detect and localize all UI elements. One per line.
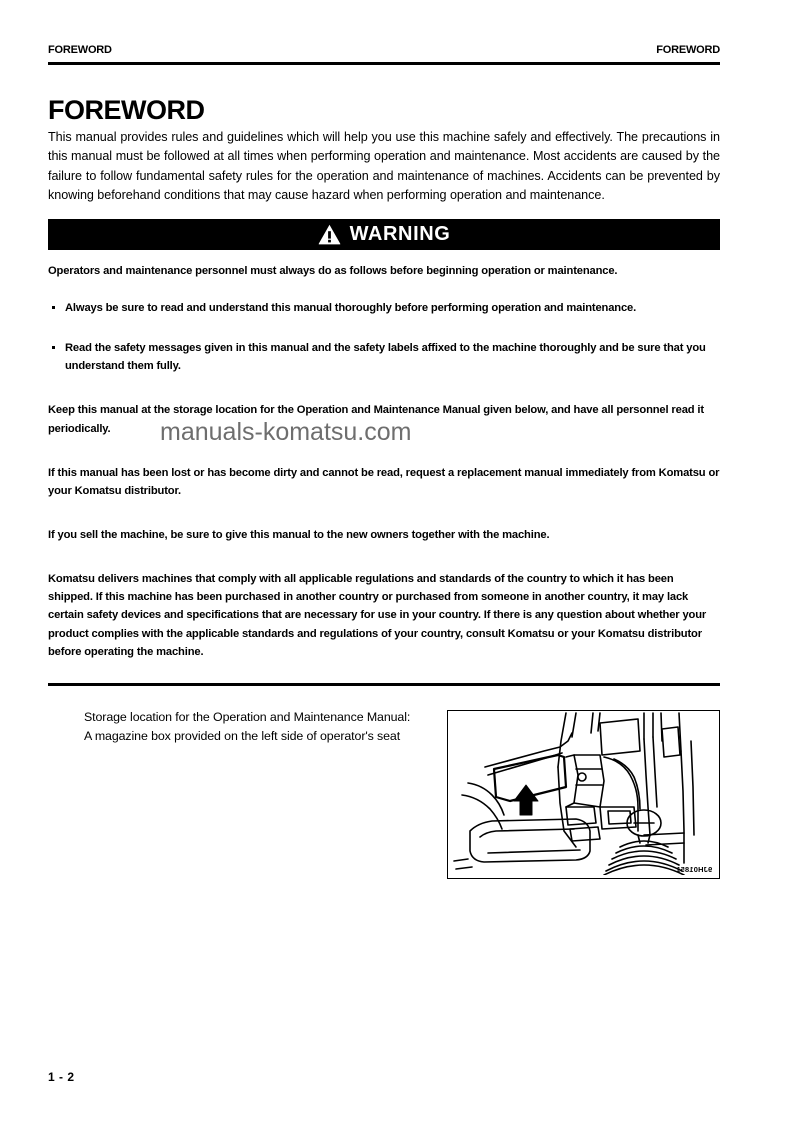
running-head-left: FOREWORD [48,44,112,56]
notice-compliance: Komatsu delivers machines that comply with all applicable regulations and standards of the country to which it has been shipped. If this machine has been purchased in another country or purchased from someone in another country, it may lack certain safety devices and specifications that are necessary for use in your country. If there is any question about whether your product complies with the applicable standards and regulations of your country, consult Komatsu or your Komatsu distributor before operating the machine. [48,573,707,658]
cab-interior-figure [447,710,720,879]
storage-caption [84,708,410,746]
warning-intro: Operators and maintenance personnel must always do as follows before beginning operation or maintenance. [48,264,618,277]
running-head-right: FOREWORD [656,44,720,56]
figure-id-label: 9JH01851 [675,864,712,874]
warning-item-list [48,299,720,375]
running-head-rule [48,62,720,65]
intro-paragraph: This manual provides rules and guidelines which will help you use this machine safely and effectively. The precautions in this manual must be followed at all times when performing operation and maintenance. Most accidents are caused by the failure to follow fundamental safety rules for the operation and maintenance of machines. Accidents can be prevented by knowing beforehand conditions that may cause hazard when performing operation and maintenance. [48,130,720,202]
page-number: 1 - 2 [48,1070,75,1084]
notice-lost-manual: If this manual has been lost or has become dirty and cannot be read, request a replacement manual immediately from Komatsu or your Komatsu distributor. [48,466,720,497]
notice-sell-machine: If you sell the machine, be sure to give this manual to the new owners together with the machine. [48,529,550,542]
cab-interior-illustration [448,711,716,875]
page-title: FOREWORD [48,95,205,125]
running-head [48,44,720,56]
page-content [48,96,720,888]
section-divider [48,683,720,686]
warning-triangle-icon [318,224,341,245]
storage-location-section [48,708,720,888]
warning-item: Read the safety messages given in this manual and the safety labels affixed to the machine thoroughly and be sure that you understand them fully. [48,339,720,375]
watermark: manuals-komatsu.com [160,418,412,446]
storage-caption-line-2: A magazine box provided on the left side of operator's seat [84,729,401,744]
warning-item: Always be sure to read and understand this manual thoroughly before performing operation and maintenance. [48,299,720,317]
storage-caption-line-1: Storage location for the Operation and Maintenance Manual: [84,709,411,724]
warning-banner [48,219,720,250]
notice-keep-manual: Keep this manual at the storage location for the Operation and Maintenance Manual given below, and have all personnel read it periodically. [48,404,704,435]
warning-label: WARNING [349,223,451,246]
